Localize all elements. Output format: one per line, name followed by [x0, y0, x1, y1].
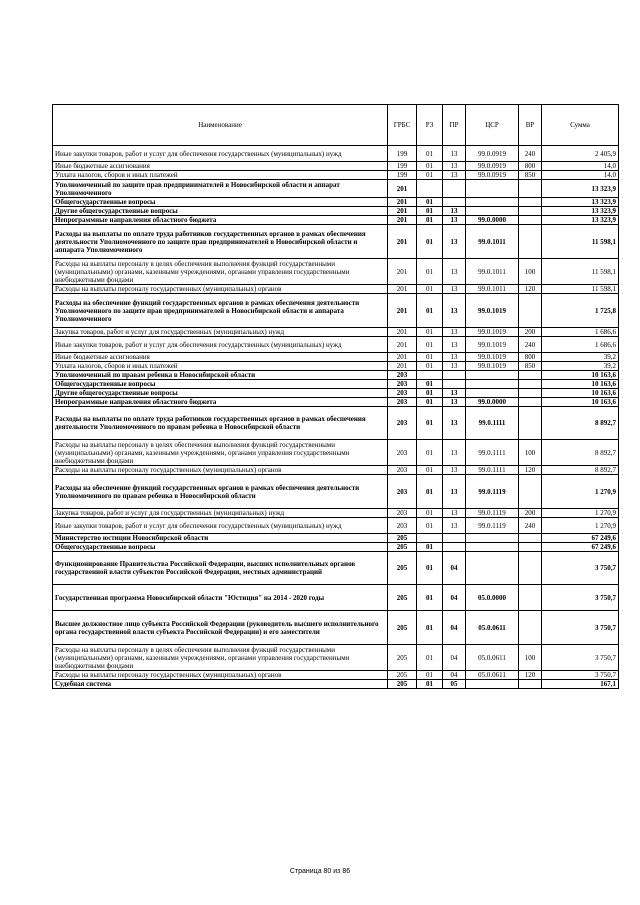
- cell-rz: 01: [417, 162, 443, 171]
- cell-csr: 05.0.0611: [466, 671, 519, 680]
- cell-rz: 01: [417, 552, 443, 585]
- cell-pr: 13: [443, 509, 466, 518]
- cell-name: Непрограммные направления областного бюджета: [53, 398, 388, 407]
- table-row: [53, 171, 619, 180]
- cell-grbs: 203: [388, 466, 417, 475]
- table-row: [53, 146, 619, 162]
- cell-csr: 99.0.0919: [466, 171, 519, 180]
- cell-vr: [519, 225, 542, 259]
- cell-vr: [519, 216, 542, 225]
- cell-grbs: 201: [388, 328, 417, 337]
- table-row: [53, 225, 619, 259]
- cell-name: Общегосударственные вопросы: [53, 543, 388, 552]
- cell-sum: 39,2: [542, 362, 619, 371]
- cell-csr: 99.0.1111: [466, 440, 519, 466]
- cell-pr: 13: [443, 466, 466, 475]
- cell-name: Уплата налогов, сборов и иных платежей: [53, 362, 388, 371]
- cell-rz: 01: [417, 362, 443, 371]
- cell-vr: [519, 207, 542, 216]
- cell-rz: [417, 371, 443, 380]
- cell-grbs: 201: [388, 294, 417, 328]
- header-csr: ЦСР: [466, 105, 519, 146]
- cell-pr: 04: [443, 611, 466, 645]
- cell-rz: 01: [417, 645, 443, 671]
- cell-csr: [466, 543, 519, 552]
- cell-vr: 200: [519, 328, 542, 337]
- header-vr: ВР: [519, 105, 542, 146]
- cell-name: Расходы на обеспечение функций государственных органов в рамках обеспечения деятельности Уполномоченного по защите прав предпринимателей в Новосибирской области и аппарата Уполномоченного: [53, 294, 388, 328]
- cell-vr: 240: [519, 146, 542, 162]
- cell-csr: 99.0.0000: [466, 398, 519, 407]
- cell-name: Другие общегосударственные вопросы: [53, 207, 388, 216]
- cell-sum: 13 323,9: [542, 198, 619, 207]
- cell-grbs: 203: [388, 407, 417, 440]
- cell-name: Расходы на выплаты персоналу в целях обеспечения выполнения функций государственными (муниципальными) органами, казенными учреждениями, органами управления государственными внебюджетными фондами: [53, 259, 388, 285]
- table-row: [53, 294, 619, 328]
- cell-csr: 99.0.1119: [466, 509, 519, 518]
- cell-csr: 99.0.1019: [466, 362, 519, 371]
- cell-csr: [466, 552, 519, 585]
- cell-rz: 01: [417, 337, 443, 353]
- cell-pr: 13: [443, 146, 466, 162]
- cell-rz: 01: [417, 543, 443, 552]
- cell-grbs: 201: [388, 198, 417, 207]
- cell-vr: [519, 371, 542, 380]
- table-row: [53, 645, 619, 671]
- cell-rz: 01: [417, 146, 443, 162]
- table-row: [53, 671, 619, 680]
- cell-sum: 14,0: [542, 171, 619, 180]
- table-row: [53, 337, 619, 353]
- cell-rz: 01: [417, 466, 443, 475]
- cell-csr: [466, 389, 519, 398]
- table-row: [53, 552, 619, 585]
- cell-name: Расходы на выплаты по оплате труда работников государственных органов в рамках обеспечения деятельности Уполномоченного по защите прав предпринимателей в Новосибирской области и аппарата Уполномоченного: [53, 225, 388, 259]
- cell-name: Другие общегосударственные вопросы: [53, 389, 388, 398]
- cell-name: Общегосударственные вопросы: [53, 198, 388, 207]
- header-grbs: ГРБС: [388, 105, 417, 146]
- cell-rz: 01: [417, 671, 443, 680]
- cell-sum: 3 750,7: [542, 585, 619, 611]
- cell-grbs: 205: [388, 671, 417, 680]
- cell-pr: 13: [443, 285, 466, 294]
- cell-csr: 99.0.0919: [466, 146, 519, 162]
- cell-name: Иные бюджетные ассигнования: [53, 353, 388, 362]
- cell-rz: 01: [417, 440, 443, 466]
- cell-rz: 01: [417, 225, 443, 259]
- cell-rz: 01: [417, 398, 443, 407]
- cell-pr: 13: [443, 440, 466, 466]
- table-row: [53, 371, 619, 380]
- cell-name: Непрограммные направления областного бюджета: [53, 216, 388, 225]
- cell-csr: [466, 534, 519, 543]
- cell-pr: 04: [443, 585, 466, 611]
- cell-pr: [443, 180, 466, 198]
- table-row: [53, 585, 619, 611]
- cell-vr: [519, 389, 542, 398]
- cell-csr: 99.0.1119: [466, 475, 519, 509]
- cell-grbs: 205: [388, 611, 417, 645]
- cell-name: Иные закупки товаров, работ и услуг для обеспечения государственных (муниципальных) нужд: [53, 146, 388, 162]
- cell-sum: 13 323,9: [542, 207, 619, 216]
- cell-name: Расходы на выплаты персоналу государственных (муниципальных) органов: [53, 671, 388, 680]
- cell-sum: 11 598,1: [542, 285, 619, 294]
- cell-rz: 01: [417, 259, 443, 285]
- table-row: [53, 518, 619, 534]
- cell-pr: 13: [443, 518, 466, 534]
- cell-pr: 13: [443, 225, 466, 259]
- cell-sum: 13 323,9: [542, 180, 619, 198]
- cell-vr: [519, 180, 542, 198]
- cell-sum: 67 249,6: [542, 543, 619, 552]
- cell-grbs: 203: [388, 475, 417, 509]
- cell-name: Уполномоченный по правам ребенка в Новосибирской области: [53, 371, 388, 380]
- cell-pr: 13: [443, 362, 466, 371]
- cell-pr: 13: [443, 216, 466, 225]
- cell-vr: [519, 407, 542, 440]
- cell-grbs: 205: [388, 680, 417, 689]
- cell-sum: 8 892,7: [542, 440, 619, 466]
- table-row: [53, 207, 619, 216]
- cell-name: Уполномоченный по защите прав предпринимателей в Новосибирской области и аппарат Уполномоченного: [53, 180, 388, 198]
- cell-csr: [466, 198, 519, 207]
- cell-sum: 39,2: [542, 353, 619, 362]
- cell-pr: 04: [443, 671, 466, 680]
- cell-vr: [519, 611, 542, 645]
- cell-sum: 11 598,1: [542, 259, 619, 285]
- table-header-row: [53, 105, 619, 146]
- cell-pr: 05: [443, 680, 466, 689]
- cell-rz: [417, 180, 443, 198]
- cell-name: Расходы на выплаты персоналу государственных (муниципальных) органов: [53, 285, 388, 294]
- table-row: [53, 398, 619, 407]
- cell-vr: 100: [519, 259, 542, 285]
- cell-grbs: 205: [388, 543, 417, 552]
- cell-grbs: 203: [388, 398, 417, 407]
- cell-vr: [519, 585, 542, 611]
- table-row: [53, 611, 619, 645]
- cell-csr: [466, 680, 519, 689]
- cell-sum: 3 750,7: [542, 552, 619, 585]
- cell-csr: 99.0.0000: [466, 216, 519, 225]
- cell-pr: 13: [443, 328, 466, 337]
- cell-rz: 01: [417, 518, 443, 534]
- table-row: [53, 475, 619, 509]
- cell-name: Расходы на выплаты персоналу в целях обеспечения выполнения функций государственными (муниципальными) органами, казенными учреждениями, органами управления государственными внебюджетными фондами: [53, 645, 388, 671]
- cell-sum: 1 725,8: [542, 294, 619, 328]
- cell-sum: 8 892,7: [542, 407, 619, 440]
- cell-sum: 167,1: [542, 680, 619, 689]
- cell-name: Министерство юстиции Новосибирской области: [53, 534, 388, 543]
- header-pr: ПР: [443, 105, 466, 146]
- cell-name: Государственная программа Новосибирской области "Юстиция" на 2014 - 2020 годы: [53, 585, 388, 611]
- cell-vr: [519, 552, 542, 585]
- cell-name: Иные закупки товаров, работ и услуг для обеспечения государственных (муниципальных) нужд: [53, 518, 388, 534]
- cell-vr: 800: [519, 353, 542, 362]
- cell-grbs: 201: [388, 259, 417, 285]
- cell-pr: [443, 371, 466, 380]
- cell-rz: 01: [417, 207, 443, 216]
- cell-sum: 14,0: [542, 162, 619, 171]
- cell-csr: [466, 207, 519, 216]
- cell-name: Иные закупки товаров, работ и услуг для обеспечения государственных (муниципальных) нужд: [53, 337, 388, 353]
- cell-sum: 10 163,6: [542, 398, 619, 407]
- cell-pr: [443, 543, 466, 552]
- cell-grbs: 205: [388, 645, 417, 671]
- cell-vr: 100: [519, 440, 542, 466]
- cell-grbs: 201: [388, 225, 417, 259]
- cell-grbs: 201: [388, 353, 417, 362]
- cell-sum: 1 270,9: [542, 518, 619, 534]
- cell-name: Расходы на выплаты персоналу государственных (муниципальных) органов: [53, 466, 388, 475]
- cell-grbs: 205: [388, 585, 417, 611]
- cell-rz: 01: [417, 407, 443, 440]
- cell-name: Высшее должностное лицо субъекта Российской Федерации (руководитель высшего исполнительного органа государственной власти субъекта Российской Федерации) и его заместители: [53, 611, 388, 645]
- cell-vr: 240: [519, 337, 542, 353]
- cell-vr: [519, 294, 542, 328]
- cell-sum: 8 892,7: [542, 466, 619, 475]
- table-row: [53, 680, 619, 689]
- cell-sum: 3 750,7: [542, 611, 619, 645]
- page-number: Страница 80 из 86: [289, 868, 351, 875]
- cell-rz: 01: [417, 380, 443, 389]
- cell-sum: 67 249,6: [542, 534, 619, 543]
- cell-rz: [417, 534, 443, 543]
- cell-pr: 13: [443, 353, 466, 362]
- cell-grbs: 203: [388, 509, 417, 518]
- cell-sum: 10 163,6: [542, 389, 619, 398]
- cell-grbs: 203: [388, 389, 417, 398]
- header-sum: Сумма: [542, 105, 619, 146]
- cell-grbs: 199: [388, 146, 417, 162]
- table-row: [53, 466, 619, 475]
- cell-vr: 120: [519, 671, 542, 680]
- cell-rz: 01: [417, 389, 443, 398]
- cell-vr: 120: [519, 466, 542, 475]
- cell-csr: 99.0.1011: [466, 225, 519, 259]
- cell-grbs: 199: [388, 162, 417, 171]
- header-rz: РЗ: [417, 105, 443, 146]
- cell-rz: 01: [417, 328, 443, 337]
- table-row: [53, 198, 619, 207]
- cell-csr: 99.0.1019: [466, 328, 519, 337]
- cell-rz: 01: [417, 585, 443, 611]
- cell-rz: 01: [417, 198, 443, 207]
- cell-pr: 04: [443, 552, 466, 585]
- cell-sum: 13 323,9: [542, 216, 619, 225]
- cell-name: Судебная система: [53, 680, 388, 689]
- cell-vr: 850: [519, 362, 542, 371]
- cell-sum: 11 598,1: [542, 225, 619, 259]
- cell-csr: 99.0.1011: [466, 285, 519, 294]
- cell-grbs: 201: [388, 337, 417, 353]
- cell-pr: 13: [443, 162, 466, 171]
- cell-grbs: 201: [388, 285, 417, 294]
- table-row: [53, 380, 619, 389]
- cell-name: Расходы на выплаты по оплате труда работников государственных органов в рамках обеспечения деятельности Уполномоченного по правам ребенка в Новосибирской области: [53, 407, 388, 440]
- cell-pr: [443, 198, 466, 207]
- table-row: [53, 440, 619, 466]
- cell-name: Уплата налогов, сборов и иных платежей: [53, 171, 388, 180]
- cell-grbs: 205: [388, 534, 417, 543]
- cell-sum: 10 163,6: [542, 380, 619, 389]
- cell-rz: 01: [417, 294, 443, 328]
- cell-vr: [519, 380, 542, 389]
- cell-name: Общегосударственные вопросы: [53, 380, 388, 389]
- cell-vr: 100: [519, 645, 542, 671]
- cell-pr: 13: [443, 171, 466, 180]
- cell-csr: 05.0.0000: [466, 585, 519, 611]
- cell-pr: [443, 380, 466, 389]
- cell-sum: 3 750,7: [542, 645, 619, 671]
- cell-csr: 99.0.1011: [466, 259, 519, 285]
- cell-grbs: 205: [388, 552, 417, 585]
- cell-csr: 99.0.1111: [466, 407, 519, 440]
- cell-name: Функционирование Правительства Российской Федерации, высших исполнительных органов государственной власти субъектов Российской Федерации, местных администраций: [53, 552, 388, 585]
- table-row: [53, 509, 619, 518]
- cell-csr: 99.0.0919: [466, 162, 519, 171]
- table-row: [53, 180, 619, 198]
- table-row: [53, 259, 619, 285]
- table-row: [53, 389, 619, 398]
- cell-vr: [519, 534, 542, 543]
- cell-vr: [519, 198, 542, 207]
- cell-sum: 1 270,9: [542, 475, 619, 509]
- cell-pr: 13: [443, 207, 466, 216]
- cell-pr: [443, 534, 466, 543]
- cell-sum: 1 270,9: [542, 509, 619, 518]
- cell-csr: 99.0.1111: [466, 466, 519, 475]
- table-row: [53, 407, 619, 440]
- cell-vr: [519, 475, 542, 509]
- cell-grbs: 203: [388, 518, 417, 534]
- budget-table: [52, 104, 619, 689]
- header-name: Наименование: [53, 105, 388, 146]
- table-row: [53, 285, 619, 294]
- cell-pr: 13: [443, 294, 466, 328]
- cell-grbs: 201: [388, 207, 417, 216]
- cell-rz: 01: [417, 285, 443, 294]
- cell-vr: 120: [519, 285, 542, 294]
- cell-vr: [519, 398, 542, 407]
- cell-pr: 13: [443, 398, 466, 407]
- cell-csr: [466, 371, 519, 380]
- table-row: [53, 162, 619, 171]
- cell-csr: 99.0.1119: [466, 518, 519, 534]
- cell-vr: 200: [519, 509, 542, 518]
- cell-pr: 13: [443, 337, 466, 353]
- cell-grbs: 203: [388, 440, 417, 466]
- cell-grbs: 201: [388, 362, 417, 371]
- cell-rz: 01: [417, 611, 443, 645]
- cell-csr: 99.0.1019: [466, 353, 519, 362]
- cell-pr: 13: [443, 389, 466, 398]
- cell-pr: 04: [443, 645, 466, 671]
- cell-csr: [466, 380, 519, 389]
- cell-sum: 1 686,6: [542, 337, 619, 353]
- cell-grbs: 203: [388, 380, 417, 389]
- cell-vr: [519, 680, 542, 689]
- table-row: [53, 216, 619, 225]
- cell-name: Иные бюджетные ассигнования: [53, 162, 388, 171]
- cell-name: Закупка товаров, работ и услуг для государственных (муниципальных) нужд: [53, 509, 388, 518]
- cell-pr: 13: [443, 259, 466, 285]
- table-row: [53, 362, 619, 371]
- cell-csr: [466, 180, 519, 198]
- cell-name: Расходы на обеспечение функций государственных органов в рамках обеспечения деятельности Уполномоченного по правам ребенка в Новосибирской области: [53, 475, 388, 509]
- cell-vr: 850: [519, 171, 542, 180]
- table-row: [53, 534, 619, 543]
- cell-grbs: 201: [388, 180, 417, 198]
- table-row: [53, 353, 619, 362]
- cell-vr: 800: [519, 162, 542, 171]
- table-row: [53, 328, 619, 337]
- cell-grbs: 199: [388, 171, 417, 180]
- cell-sum: 10 163,6: [542, 371, 619, 380]
- cell-grbs: 201: [388, 216, 417, 225]
- cell-pr: 13: [443, 475, 466, 509]
- cell-csr: 05.0.0611: [466, 645, 519, 671]
- cell-pr: 13: [443, 407, 466, 440]
- cell-rz: 01: [417, 509, 443, 518]
- cell-rz: 01: [417, 353, 443, 362]
- cell-sum: 1 686,6: [542, 328, 619, 337]
- cell-name: Закупка товаров, работ и услуг для государственных (муниципальных) нужд: [53, 328, 388, 337]
- cell-rz: 01: [417, 475, 443, 509]
- cell-csr: 99.0.1019: [466, 337, 519, 353]
- cell-sum: 2 405,9: [542, 146, 619, 162]
- cell-rz: 01: [417, 216, 443, 225]
- cell-vr: 240: [519, 518, 542, 534]
- cell-rz: 01: [417, 680, 443, 689]
- table-row: [53, 543, 619, 552]
- cell-csr: 05.0.0611: [466, 611, 519, 645]
- cell-vr: [519, 543, 542, 552]
- cell-grbs: 203: [388, 371, 417, 380]
- cell-csr: 99.0.1019: [466, 294, 519, 328]
- cell-name: Расходы на выплаты персоналу в целях обеспечения выполнения функций государственными (муниципальными) органами, казенными учреждениями, органами управления государственными внебюджетными фондами: [53, 440, 388, 466]
- cell-sum: 3 750,7: [542, 671, 619, 680]
- table-body: [53, 146, 619, 689]
- cell-rz: 01: [417, 171, 443, 180]
